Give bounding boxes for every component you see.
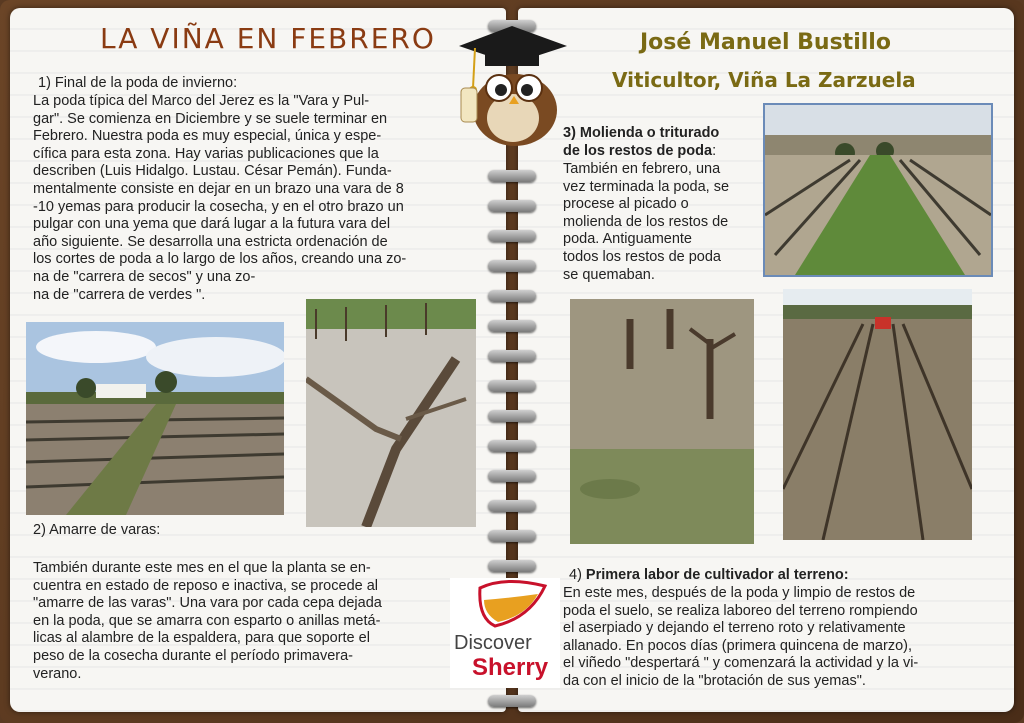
- text-line: en la poda, que se amarra con esparto o anillas metá-: [33, 612, 381, 629]
- binding-ring: [488, 290, 536, 302]
- text-line: na de "carrera de verdes ".: [33, 286, 206, 303]
- tractor-tilling-photo: [783, 289, 972, 540]
- text-line: pulgar con una yema que dará lugar a la futura vara del: [33, 216, 391, 233]
- mulched-rows-photo: [763, 103, 993, 277]
- binding-ring: [488, 410, 536, 422]
- text-line: peso de la cosecha durante el período primavera-: [33, 647, 353, 664]
- section-2-heading: 2) Amarre de varas:: [33, 522, 161, 538]
- text-line: allanado. En pocos días (primera quincena de marzo),: [563, 637, 912, 654]
- logo-discover-text: Discover: [454, 632, 532, 654]
- text-line: En este mes, después de la poda y limpio de restos de: [563, 585, 916, 601]
- author-name: José Manuel Bustillo: [640, 30, 891, 55]
- section-3-body: [563, 161, 763, 284]
- text-line: También durante este mes en el que la planta se en-: [33, 560, 371, 576]
- page-title: LA VIÑA EN FEBRERO: [100, 22, 436, 55]
- text-line: procese al picado o: [563, 196, 689, 213]
- binding-ring: [488, 560, 536, 572]
- section-3-heading-b: de los restos de poda: [563, 143, 713, 159]
- text-line: na de "carrera de secos" y una zo-: [33, 268, 256, 285]
- logo-sherry-text: Sherry: [472, 654, 549, 681]
- vineyard-landscape-photo: [26, 322, 284, 515]
- section-3-heading-a: 3) Molienda o triturado: [563, 125, 720, 141]
- text-line: -10 yemas para producir la cosecha, y en el otro brazo un: [33, 198, 404, 215]
- author-role: Viticultor, Viña La Zarzuela: [612, 68, 916, 92]
- discover-sherry-logo: [450, 578, 560, 688]
- text-line: año siguiente. Se desarrolla una estricta ordenación de: [33, 233, 388, 250]
- text-line: También en febrero, una: [563, 161, 721, 177]
- text-line: poda. Antiguamente: [563, 231, 692, 248]
- text-line: poda el suelo, se realiza laboreo del terreno rompiendo: [563, 602, 918, 619]
- binding-ring: [488, 200, 536, 212]
- text-line: los cortes de poda a lo largo de los años, creando una zo-: [33, 251, 407, 268]
- section-4-heading-row: [569, 567, 849, 585]
- wine-glass-icon: [450, 578, 560, 638]
- section-1-body: [33, 93, 483, 304]
- binding-ring: [488, 350, 536, 362]
- old-vines-photo: [570, 299, 754, 544]
- binding-ring: [488, 320, 536, 332]
- text-line: todos los restos de poda: [563, 248, 721, 265]
- section-1-heading: 1) Final de la poda de invierno:: [38, 75, 238, 91]
- text-line: vez terminada la poda, se: [563, 178, 730, 195]
- section-4-heading: Primera labor de cultivador al terreno:: [585, 567, 849, 583]
- binding-ring: [488, 170, 536, 182]
- binding-ring: [488, 530, 536, 542]
- text-line: licas al alambre de la espaldera, para que soporte el: [33, 630, 370, 647]
- text-line: verano.: [33, 665, 82, 682]
- binding-ring: [488, 470, 536, 482]
- text-line: da con el inicio de la "brotación de sus yemas".: [563, 672, 866, 689]
- text-line: cífica para esta zona. Hay varias publicaciones que la: [33, 145, 379, 162]
- section-2-body: [33, 560, 473, 683]
- section-3-heading-b-row: [563, 143, 716, 161]
- section-4-body: [563, 585, 1003, 691]
- binding-ring: [488, 380, 536, 392]
- text-line: se quemaban.: [563, 266, 655, 283]
- text-line: molienda de los restos de: [563, 213, 729, 230]
- text-line: La poda típica del Marco del Jerez es la "Vara y Pul-: [33, 93, 370, 109]
- binding-ring: [488, 260, 536, 272]
- binding-ring: [488, 440, 536, 452]
- text-line: gar". Se comienza en Diciembre y se suele terminar en: [33, 110, 388, 127]
- binding-ring: [488, 500, 536, 512]
- text-line: "amarre de las varas". Una vara por cada cepa dejada: [33, 595, 382, 612]
- binding-ring: [488, 695, 536, 707]
- text-line: el viñedo "despertará " y comenzará la actividad y la vi-: [563, 655, 919, 672]
- text-line: mentalmente consiste en dejar en un brazo una vara de 8: [33, 180, 404, 197]
- section-3-heading-suffix: :: [712, 143, 717, 159]
- text-line: describen (Luis Hidalgo. Lustau. César Pemán). Funda-: [33, 163, 392, 180]
- text-line: cuentra en estado de reposo e inactiva, se procede al: [33, 577, 379, 594]
- text-line: Febrero. Nuestra poda es muy especial, única y espe-: [33, 128, 382, 145]
- section-4-number: 4): [569, 567, 586, 583]
- vine-closeup-photo: [306, 299, 476, 527]
- text-line: el aserpiado y dejando el terreno roto y relativamente: [563, 620, 906, 637]
- binding-ring: [488, 230, 536, 242]
